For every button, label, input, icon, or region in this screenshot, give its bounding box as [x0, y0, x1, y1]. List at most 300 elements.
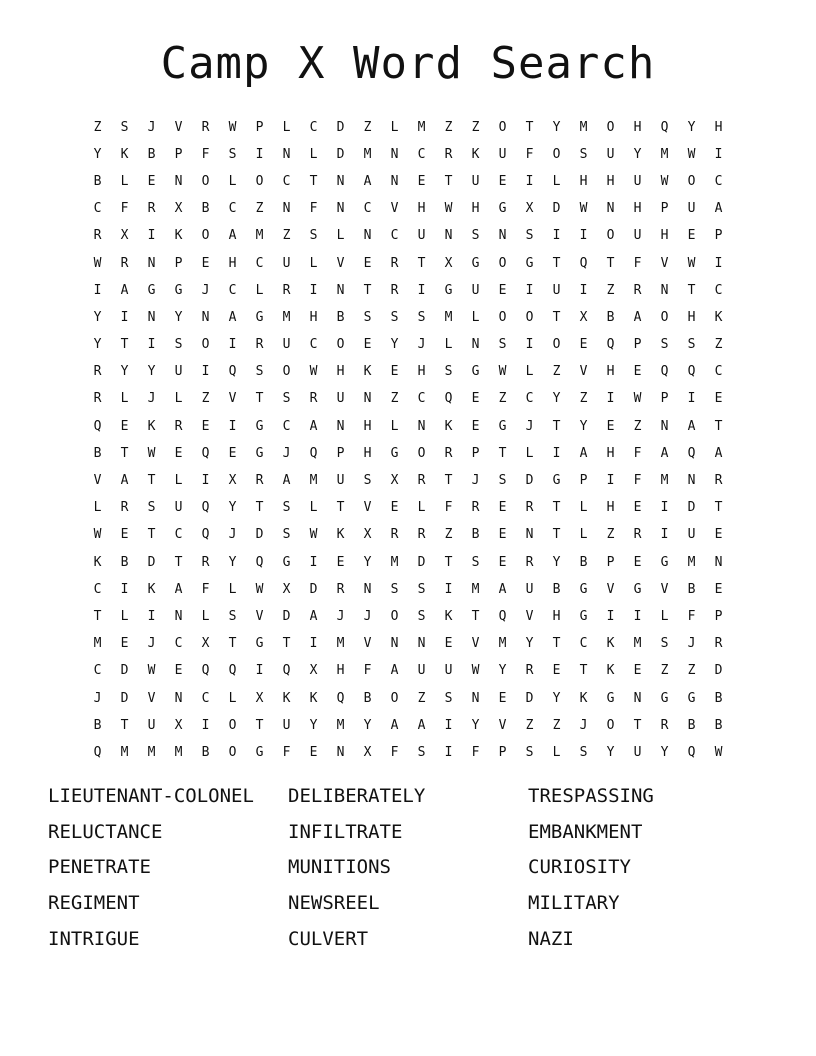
grid-cell: C [714, 364, 723, 380]
grid-cell: W [579, 201, 588, 217]
grid-cell: T [417, 255, 426, 271]
grid-cell: T [552, 527, 561, 543]
grid-cell: Y [174, 309, 183, 325]
grid-cell: M [309, 473, 318, 489]
grid-cell: C [309, 119, 318, 135]
grid-cell: F [201, 581, 210, 597]
grid-cell: O [201, 337, 210, 353]
grid-cell: R [633, 282, 642, 298]
grid-cell: F [309, 201, 318, 217]
grid-cell: R [255, 337, 264, 353]
grid-cell: X [201, 636, 210, 652]
grid-cell: C [309, 337, 318, 353]
grid-cell: Z [471, 119, 480, 135]
grid-cell: R [714, 473, 723, 489]
grid-cell: R [714, 636, 723, 652]
grid-cell: B [363, 690, 372, 706]
grid-row [84, 277, 732, 304]
grid-cell: J [336, 608, 345, 624]
grid-cell: E [363, 337, 372, 353]
grid-cell: T [498, 445, 507, 461]
grid-cell: U [174, 500, 183, 516]
grid-cell: N [498, 228, 507, 244]
grid-cell: S [228, 146, 237, 162]
grid-cell: V [471, 636, 480, 652]
grid-cell: O [552, 337, 561, 353]
grid-cell: E [390, 500, 399, 516]
grid-cell: B [201, 744, 210, 760]
grid-cell: N [363, 391, 372, 407]
grid-cell: T [147, 473, 156, 489]
grid-cell: O [390, 690, 399, 706]
grid-cell: G [606, 690, 615, 706]
grid-cell: S [471, 554, 480, 570]
grid-cell: U [417, 228, 426, 244]
grid-cell: R [525, 500, 534, 516]
grid-cell: X [255, 690, 264, 706]
grid-cell: N [336, 418, 345, 434]
grid-cell: T [633, 717, 642, 733]
grid-cell: N [660, 418, 669, 434]
grid-cell: W [255, 581, 264, 597]
grid-cell: C [363, 201, 372, 217]
grid-cell: M [660, 473, 669, 489]
grid-cell: Z [552, 717, 561, 733]
grid-cell: Y [498, 663, 507, 679]
grid-cell: F [687, 608, 696, 624]
grid-cell: R [93, 364, 102, 380]
grid-cell: C [417, 146, 426, 162]
grid-cell: Y [93, 309, 102, 325]
grid-cell: C [228, 282, 237, 298]
grid-cell: H [417, 364, 426, 380]
grid-cell: I [687, 391, 696, 407]
grid-cell: V [336, 255, 345, 271]
grid-cell: P [714, 228, 723, 244]
grid-cell: O [228, 744, 237, 760]
grid-cell: I [228, 418, 237, 434]
grid-cell: T [552, 636, 561, 652]
grid-cell: V [498, 717, 507, 733]
grid-cell: N [606, 201, 615, 217]
grid-cell: S [255, 364, 264, 380]
grid-cell: W [687, 146, 696, 162]
grid-cell: Y [552, 554, 561, 570]
grid-cell: D [255, 527, 264, 543]
grid-cell: A [579, 445, 588, 461]
grid-cell: S [498, 473, 507, 489]
grid-cell: L [390, 418, 399, 434]
grid-cell: W [147, 445, 156, 461]
word-list-item: NEWSREEL [288, 892, 380, 915]
grid-cell: Y [633, 146, 642, 162]
grid-cell: S [228, 608, 237, 624]
grid-cell: B [579, 554, 588, 570]
grid-cell: H [228, 255, 237, 271]
grid-cell: I [606, 473, 615, 489]
grid-cell: U [417, 663, 426, 679]
grid-cell: B [120, 554, 129, 570]
grid-cell: U [687, 201, 696, 217]
grid-cell: H [417, 201, 426, 217]
grid-cell: M [174, 744, 183, 760]
grid-cell: A [417, 717, 426, 733]
grid-cell: U [282, 717, 291, 733]
grid-cell: I [201, 717, 210, 733]
grid-cell: C [525, 391, 534, 407]
grid-cell: S [660, 636, 669, 652]
page-title: Camp X Word Search [160, 38, 656, 89]
grid-cell: S [579, 146, 588, 162]
grid-cell: F [633, 473, 642, 489]
grid-cell: T [120, 717, 129, 733]
grid-cell: V [255, 608, 264, 624]
grid-cell: H [363, 445, 372, 461]
grid-cell: Q [687, 445, 696, 461]
grid-cell: S [525, 744, 534, 760]
grid-cell: F [444, 500, 453, 516]
grid-cell: I [417, 282, 426, 298]
grid-cell: U [687, 527, 696, 543]
word-list-item: TRESPASSING [528, 785, 654, 807]
grid-cell: N [174, 173, 183, 189]
grid-cell: W [93, 255, 102, 271]
grid-cell: G [579, 581, 588, 597]
grid-cell: V [525, 608, 534, 624]
grid-cell: A [120, 282, 129, 298]
grid-cell: V [606, 581, 615, 597]
grid-cell: D [120, 690, 129, 706]
grid-cell: Q [93, 744, 102, 760]
grid-cell: S [147, 500, 156, 516]
grid-cell: R [417, 473, 426, 489]
grid-cell: G [687, 690, 696, 706]
grid-cell: B [687, 717, 696, 733]
grid-row [84, 168, 732, 195]
grid-cell: L [579, 500, 588, 516]
grid-cell: H [579, 173, 588, 189]
grid-cell: E [201, 255, 210, 271]
grid-cell: E [336, 554, 345, 570]
grid-cell: T [120, 337, 129, 353]
grid-cell: Y [687, 119, 696, 135]
grid-cell: B [93, 445, 102, 461]
grid-cell: E [498, 500, 507, 516]
grid-cell: U [471, 173, 480, 189]
grid-cell: N [174, 608, 183, 624]
grid-cell: T [147, 527, 156, 543]
grid-cell: E [417, 173, 426, 189]
grid-cell: I [525, 173, 534, 189]
grid-cell: M [93, 636, 102, 652]
grid-cell: E [606, 418, 615, 434]
grid-cell: N [471, 337, 480, 353]
grid-cell: G [471, 364, 480, 380]
grid-cell: U [444, 663, 453, 679]
grid-cell: L [120, 173, 129, 189]
grid-cell: I [660, 500, 669, 516]
grid-cell: Q [660, 364, 669, 380]
grid-cell: V [93, 473, 102, 489]
grid-cell: T [444, 473, 453, 489]
grid-cell: T [552, 500, 561, 516]
grid-cell: E [714, 581, 723, 597]
grid-cell: O [498, 309, 507, 325]
grid-cell: L [228, 173, 237, 189]
grid-row [84, 413, 732, 440]
grid-cell: E [498, 173, 507, 189]
grid-cell: L [174, 391, 183, 407]
grid-cell: E [174, 663, 183, 679]
grid-cell: I [525, 282, 534, 298]
grid-cell: T [255, 391, 264, 407]
grid-cell: A [714, 445, 723, 461]
grid-cell: P [714, 608, 723, 624]
grid-cell: L [120, 608, 129, 624]
grid-cell: I [147, 337, 156, 353]
grid-cell: K [363, 364, 372, 380]
grid-cell: T [552, 418, 561, 434]
grid-cell: M [282, 309, 291, 325]
grid-cell: R [201, 554, 210, 570]
grid-cell: C [714, 173, 723, 189]
grid-cell: L [444, 337, 453, 353]
grid-cell: S [579, 744, 588, 760]
grid-cell: R [390, 282, 399, 298]
grid-cell: K [282, 690, 291, 706]
grid-cell: S [309, 228, 318, 244]
grid-cell: H [363, 418, 372, 434]
word-list-item: NAZI [528, 927, 574, 950]
grid-cell: E [174, 445, 183, 461]
grid-cell: T [174, 554, 183, 570]
grid-cell: P [660, 391, 669, 407]
grid-cell: Z [687, 663, 696, 679]
grid-cell: U [147, 717, 156, 733]
grid-cell: I [93, 282, 102, 298]
word-list-item: CULVERT [288, 927, 369, 950]
grid-cell: M [336, 636, 345, 652]
grid-cell: U [606, 146, 615, 162]
grid-cell: U [633, 173, 642, 189]
grid-cell: P [498, 744, 507, 760]
grid-row [84, 141, 732, 168]
grid-cell: I [147, 228, 156, 244]
grid-cell: G [660, 690, 669, 706]
grid-cell: R [201, 119, 210, 135]
grid-cell: D [336, 146, 345, 162]
grid-cell: I [444, 744, 453, 760]
grid-cell: W [228, 119, 237, 135]
grid-cell: R [633, 527, 642, 543]
grid-row [84, 467, 732, 494]
grid-cell: W [660, 173, 669, 189]
grid-cell: Q [309, 445, 318, 461]
grid-cell: J [471, 473, 480, 489]
grid-cell: Y [390, 337, 399, 353]
grid-cell: Q [228, 364, 237, 380]
grid-cell: T [579, 663, 588, 679]
grid-cell: K [606, 636, 615, 652]
grid-cell: E [471, 391, 480, 407]
word-list-item: INFILTRATE [288, 820, 403, 843]
grid-cell: I [660, 527, 669, 543]
grid-cell: J [228, 527, 237, 543]
grid-cell: Q [201, 527, 210, 543]
grid-cell: L [525, 445, 534, 461]
grid-cell: B [714, 690, 723, 706]
grid-cell: V [660, 255, 669, 271]
grid-cell: G [444, 282, 453, 298]
grid-cell: J [93, 690, 102, 706]
grid-cell: X [282, 581, 291, 597]
grid-cell: N [687, 473, 696, 489]
grid-cell: L [471, 309, 480, 325]
grid-cell: L [579, 527, 588, 543]
grid-row [84, 304, 732, 331]
grid-cell: L [552, 173, 561, 189]
grid-cell: V [147, 690, 156, 706]
grid-cell: G [660, 554, 669, 570]
grid-cell: D [147, 554, 156, 570]
grid-cell: Z [282, 228, 291, 244]
grid-cell: Z [714, 337, 723, 353]
grid-cell: B [201, 201, 210, 217]
grid-cell: W [714, 744, 723, 760]
grid-cell: A [228, 309, 237, 325]
grid-cell: I [444, 581, 453, 597]
grid-cell: P [633, 337, 642, 353]
grid-cell: O [606, 717, 615, 733]
grid-cell: N [336, 744, 345, 760]
grid-cell: Q [282, 663, 291, 679]
grid-cell: S [363, 473, 372, 489]
word-list-item: MUNITIONS [288, 856, 391, 879]
grid-row [84, 250, 732, 277]
grid-cell: T [255, 500, 264, 516]
grid-cell: R [120, 255, 129, 271]
grid-cell: Z [201, 391, 210, 407]
grid-cell: C [282, 418, 291, 434]
grid-cell: A [309, 608, 318, 624]
grid-cell: T [228, 636, 237, 652]
grid-cell: A [228, 228, 237, 244]
grid-cell: D [687, 500, 696, 516]
grid-cell: Q [228, 663, 237, 679]
grid-cell: C [93, 581, 102, 597]
grid-cell: R [309, 391, 318, 407]
grid-cell: A [282, 473, 291, 489]
grid-cell: M [390, 554, 399, 570]
grid-row [84, 223, 732, 250]
grid-cell: S [444, 690, 453, 706]
grid-cell: W [498, 364, 507, 380]
grid-row [84, 332, 732, 359]
grid-cell: Y [552, 391, 561, 407]
grid-cell: Y [363, 554, 372, 570]
grid-cell: V [660, 581, 669, 597]
grid-cell: R [417, 527, 426, 543]
grid-cell: Z [552, 364, 561, 380]
grid-cell: C [255, 255, 264, 271]
grid-cell: B [552, 581, 561, 597]
grid-cell: Z [498, 391, 507, 407]
grid-cell: R [390, 527, 399, 543]
grid-cell: N [336, 173, 345, 189]
grid-row [84, 196, 732, 223]
grid-cell: I [120, 309, 129, 325]
grid-cell: K [606, 663, 615, 679]
grid-cell: D [120, 663, 129, 679]
grid-cell: B [93, 717, 102, 733]
grid-cell: T [525, 119, 534, 135]
grid-cell: V [363, 500, 372, 516]
grid-row [84, 386, 732, 413]
grid-cell: E [228, 445, 237, 461]
grid-cell: O [498, 255, 507, 271]
grid-cell: M [660, 146, 669, 162]
grid-cell: N [201, 309, 210, 325]
grid-row [84, 739, 732, 766]
grid-cell: X [228, 473, 237, 489]
grid-cell: E [633, 554, 642, 570]
grid-cell: W [444, 201, 453, 217]
grid-cell: N [390, 173, 399, 189]
grid-cell: X [363, 527, 372, 543]
grid-cell: N [633, 690, 642, 706]
grid-cell: M [579, 119, 588, 135]
grid-cell: L [228, 581, 237, 597]
grid-cell: M [687, 554, 696, 570]
grid-cell: N [471, 690, 480, 706]
grid-cell: R [660, 717, 669, 733]
grid-cell: G [390, 445, 399, 461]
grid-cell: Z [606, 282, 615, 298]
word-list-item: LIEUTENANT-COLONEL [48, 785, 254, 807]
grid-cell: A [660, 445, 669, 461]
grid-cell: X [174, 201, 183, 217]
grid-cell: F [201, 146, 210, 162]
grid-cell: F [390, 744, 399, 760]
grid-cell: D [714, 663, 723, 679]
grid-cell: G [255, 309, 264, 325]
grid-cell: S [390, 581, 399, 597]
grid-cell: K [93, 554, 102, 570]
grid-cell: N [363, 228, 372, 244]
grid-cell: B [606, 309, 615, 325]
grid-cell: S [282, 500, 291, 516]
grid-cell: E [471, 418, 480, 434]
grid-cell: E [444, 636, 453, 652]
word-list-item: CURIOSITY [528, 856, 631, 879]
grid-cell: I [714, 255, 723, 271]
grid-cell: P [660, 201, 669, 217]
grid-cell: Y [552, 119, 561, 135]
grid-row [84, 522, 732, 549]
grid-cell: T [309, 173, 318, 189]
grid-cell: Y [120, 364, 129, 380]
grid-cell: M [147, 744, 156, 760]
grid-cell: E [201, 418, 210, 434]
grid-cell: N [336, 282, 345, 298]
grid-cell: G [633, 581, 642, 597]
grid-cell: L [417, 500, 426, 516]
grid-cell: W [309, 364, 318, 380]
grid-cell: Y [147, 364, 156, 380]
grid-cell: Q [606, 337, 615, 353]
grid-cell: Y [471, 717, 480, 733]
grid-cell: Z [579, 391, 588, 407]
